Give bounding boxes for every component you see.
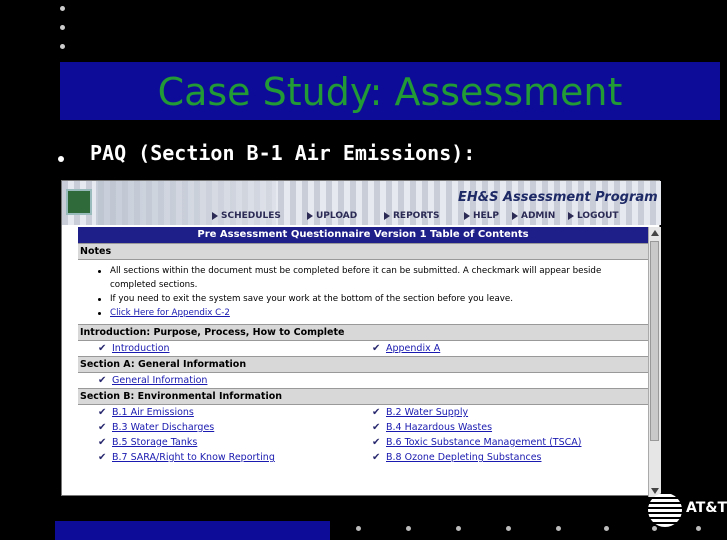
toc-link-general-information[interactable]: ✔ General Information	[98, 375, 208, 386]
nav-upload[interactable]: UPLOAD	[307, 211, 357, 221]
slide-title: Case Study: Assessment	[157, 70, 623, 114]
checkmark-icon: ✔	[98, 422, 107, 433]
toc-title: Pre Assessment Questionnaire Version 1 Table of Contents	[78, 227, 648, 243]
arrow-icon	[512, 212, 518, 220]
arrow-icon	[568, 212, 574, 220]
section-header-a: Section A: General Information	[78, 356, 648, 373]
toc-link-b7[interactable]: ✔ B.7 SARA/Right to Know Reporting	[98, 452, 275, 463]
checkmark-icon: ✔	[372, 407, 381, 418]
toc-link-b6[interactable]: ✔ B.6 Toxic Substance Management (TSCA)	[372, 437, 582, 448]
note-item: All sections within the document must be completed before it can be submitted. A checkmark will appear beside	[88, 264, 648, 278]
section-header-introduction: Introduction: Purpose, Process, How to Complete	[78, 324, 648, 341]
checkmark-icon: ✔	[372, 422, 381, 433]
note-item: If you need to exit the system save your work at the bottom of the section before you leave.	[88, 292, 648, 306]
checkmark-icon: ✔	[98, 452, 107, 463]
table-row	[78, 405, 648, 420]
checkmark-icon: ✔	[98, 407, 107, 418]
scroll-thumb[interactable]	[650, 241, 659, 441]
company-logo-icon	[66, 189, 92, 215]
table-row	[78, 373, 648, 388]
note-item-continued: completed sections.	[110, 280, 198, 290]
toc-link-b3[interactable]: ✔ B.3 Water Discharges	[98, 422, 215, 433]
table-row	[78, 450, 648, 465]
nav-logout[interactable]: LOGOUT	[568, 211, 619, 221]
vertical-scrollbar[interactable]	[648, 227, 661, 497]
checkmark-icon: ✔	[372, 437, 381, 448]
checkmark-icon: ✔	[372, 343, 381, 354]
app-header	[62, 181, 661, 225]
arrow-icon	[384, 212, 390, 220]
nav-help[interactable]: HELP	[464, 211, 499, 221]
checkmark-icon: ✔	[372, 452, 381, 463]
checkmark-icon: ✔	[98, 375, 107, 386]
table-row	[78, 435, 648, 450]
table-row	[78, 420, 648, 435]
scroll-down-icon[interactable]	[651, 488, 659, 494]
toc-link-b2[interactable]: ✔ B.2 Water Supply	[372, 407, 469, 418]
checkmark-icon: ✔	[98, 343, 107, 354]
app-title: EH&S Assessment Program	[458, 190, 658, 205]
section-rows	[78, 373, 648, 388]
toc-content	[78, 227, 648, 497]
decorative-dots	[60, 6, 70, 63]
embedded-app-screenshot	[61, 180, 660, 496]
toc-link-b1[interactable]: ✔ B.1 Air Emissions	[98, 407, 194, 418]
scroll-up-icon[interactable]	[651, 230, 659, 236]
notes-body	[78, 260, 648, 324]
att-logo-text: AT&T	[686, 500, 727, 516]
toc-link-b8[interactable]: ✔ B.8 Ozone Depleting Substances	[372, 452, 542, 463]
section-header-b: Section B: Environmental Information	[78, 388, 648, 405]
bullet-text: PAQ (Section B-1 Air Emissions):	[90, 141, 476, 165]
nav-schedules[interactable]: SCHEDULES	[212, 211, 281, 221]
toc-link-introduction[interactable]: ✔ Introduction	[98, 343, 170, 354]
bullet-dot	[58, 156, 64, 162]
arrow-icon	[464, 212, 470, 220]
notes-header: Notes	[78, 243, 648, 260]
checkmark-icon: ✔	[98, 437, 107, 448]
table-row	[78, 341, 648, 356]
decorative-dots-bottom	[356, 526, 686, 536]
footer-band	[55, 521, 330, 540]
arrow-icon	[307, 212, 313, 220]
toc-link-appendix-a[interactable]: ✔ Appendix A	[372, 343, 441, 354]
toc-link-b4[interactable]: ✔ B.4 Hazardous Wastes	[372, 422, 493, 433]
section-rows	[78, 341, 648, 356]
nav-admin[interactable]: ADMIN	[512, 211, 555, 221]
att-globe-icon	[648, 493, 682, 527]
appendix-c2-link[interactable]: Click Here for Appendix C-2	[88, 306, 648, 320]
nav-reports[interactable]: REPORTS	[384, 211, 439, 221]
section-rows	[78, 405, 648, 465]
arrow-icon	[212, 212, 218, 220]
toc-link-b5[interactable]: ✔ B.5 Storage Tanks	[98, 437, 198, 448]
